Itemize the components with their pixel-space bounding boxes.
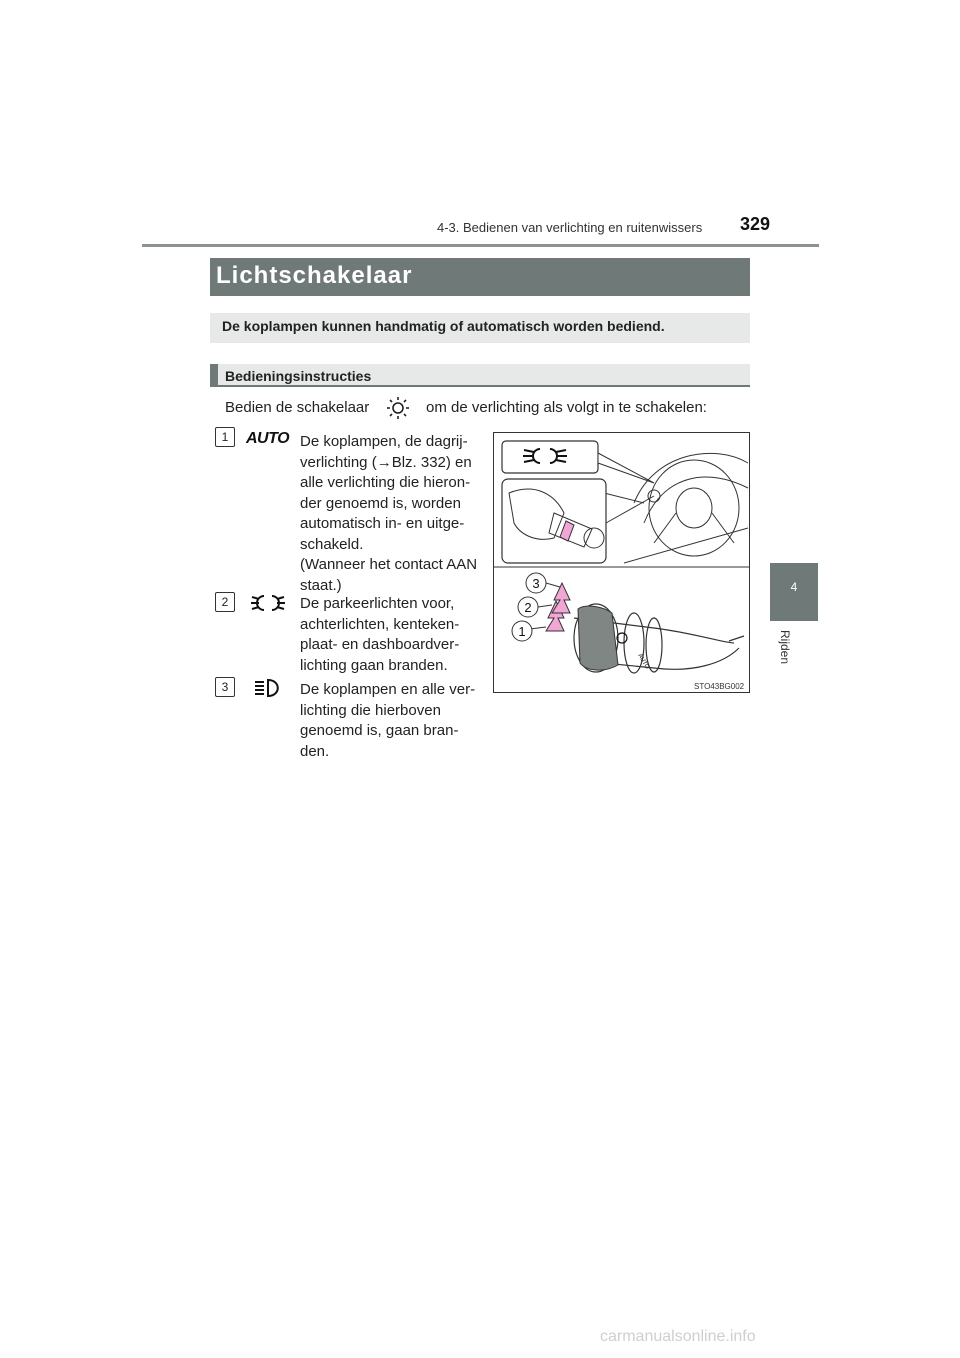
parking-lights-icon <box>248 592 288 614</box>
subsection-accent <box>210 364 218 387</box>
figure-callout-1: 1 <box>518 624 526 639</box>
watermark: carmanualsonline.info <box>600 1328 756 1345</box>
light-switch-icon <box>384 396 412 420</box>
subsection-title: Bedieningsinstructies <box>225 368 372 384</box>
item-1-line: der genoemd is, worden <box>300 494 461 512</box>
figure-callout-2: 2 <box>524 600 532 615</box>
auto-symbol: AUTO <box>246 430 290 447</box>
figure-code: STO43BG002 <box>694 682 745 691</box>
item-number-1: 1 <box>215 427 235 447</box>
figure-illustration <box>494 433 749 692</box>
item-1-line: staat.) <box>300 576 342 594</box>
figure-dial-auto-label: AUTO <box>636 653 650 671</box>
item-1-line: automatisch in- en uitge- <box>300 515 465 532</box>
item-2-line: plaat- en dashboardver- <box>300 636 460 653</box>
item-1-line: schakeld. <box>300 535 364 553</box>
item-number-2: 2 <box>215 592 235 612</box>
section-title: Lichtschakelaar <box>216 262 413 289</box>
header-rule <box>142 244 819 247</box>
item-2-line: lichting gaan branden. <box>300 656 448 674</box>
page-number: 329 <box>740 214 771 234</box>
header-section-title: 4-3. Bedienen van verlichting en ruitenwissers <box>437 220 703 235</box>
headlights-icon <box>252 677 286 699</box>
chapter-number: 4 <box>790 580 798 594</box>
lead-text: De koplampen kunnen handmatig of automatisch worden bediend. <box>222 318 665 334</box>
figure-callout-3: 3 <box>532 576 540 591</box>
chapter-label: Rijden <box>778 630 792 665</box>
item-1-line: De koplampen, de dagrij- <box>300 433 468 450</box>
item-number-3: 3 <box>215 677 235 697</box>
item-description-3 <box>300 680 478 762</box>
item-description-2 <box>300 594 478 676</box>
item-2-line: De parkeerlichten voor, <box>300 595 455 612</box>
intro-text-before: Bedien de schakelaar <box>225 399 370 416</box>
item-2-line: achterlichten, kenteken- <box>300 615 460 633</box>
item-1-line: alle verlichting die hieron- <box>300 474 471 491</box>
item-3-line: genoemd is, gaan bran- <box>300 722 459 739</box>
item-3-line: De koplampen en alle ver- <box>300 681 476 698</box>
item-3-line: lichting die hierboven <box>300 701 441 719</box>
item-3-line: den. <box>300 742 330 760</box>
light-switch-figure <box>493 432 750 693</box>
item-1-line: (Wanneer het contact AAN <box>300 556 478 573</box>
intro-text-after: om de verlichting als volgt in te schakelen: <box>426 399 707 416</box>
item-description-1 <box>300 432 478 596</box>
item-1-line: verlichting (→Blz. 332) en <box>300 453 472 471</box>
